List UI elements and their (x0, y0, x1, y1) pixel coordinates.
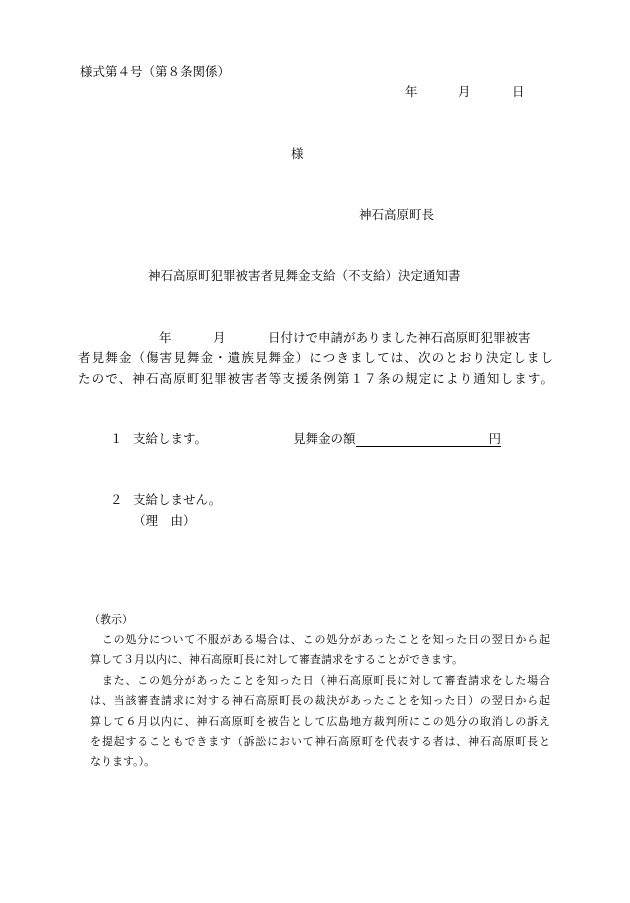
document-title: 神石高原町犯罪被害者見舞金支給（不支給）決定通知書 (148, 268, 461, 283)
option-1-number: １ (110, 431, 123, 446)
reason-label: （理 由） (133, 513, 196, 528)
amount-unit: 円 (488, 431, 502, 446)
body-line-3: たので、神石高原町犯罪被害者等支援条例第１７条の規定により通知します。 (78, 371, 553, 386)
amount-blank (356, 432, 489, 447)
option-1-text: 支給します。 (133, 431, 208, 446)
body-line-2: 者見舞金（傷害見舞金・遺族見舞金）につきましては、次のとおり決定しまし (78, 350, 553, 365)
notice-line: は、当該審査請求に対する神石高原町長の裁決があったことを知った日）の翌日から起 (90, 694, 550, 707)
notice-line: この処分について不服がある場合は、この処分があったことを知った日の翌日から起 (90, 633, 550, 646)
notice-heading: （教示） (89, 613, 133, 626)
date-month-label: 月 (458, 84, 471, 99)
notice-line: 算して３月以内に、神石高原町長に対して審査請求をすることができます。 (90, 653, 464, 666)
date-year-label: 年 (405, 84, 418, 99)
body-month-label: 月 (213, 330, 226, 345)
addressee-suffix: 様 (291, 146, 304, 161)
option-2-number: ２ (110, 492, 123, 507)
notice-line: また、この処分があったことを知った日（神石高原町長に対して審査請求をした場合 (90, 674, 550, 687)
amount-field-line (356, 431, 502, 447)
body-line-1: 日付けで申請がありました神石高原町犯罪被害 (268, 330, 531, 345)
issuer-name: 神石高原町長 (359, 207, 435, 222)
body-year-label: 年 (159, 330, 172, 345)
notice-line: を提起することもできます（訴訟において神石高原町を代表する者は、神石高原町長と (90, 735, 550, 748)
amount-row (293, 431, 501, 447)
notice-line: 算して６月以内に、神石高原町を被告として広島地方裁判所にこの処分の取消しの訴え (90, 715, 550, 728)
notice-line: なります。）。 (90, 755, 156, 768)
amount-label: 見舞金の額 (293, 431, 356, 446)
form-number: 様式第４号（第８条関係） (80, 64, 231, 79)
option-2-text: 支給しません。 (133, 492, 222, 507)
date-day-label: 日 (512, 84, 525, 99)
